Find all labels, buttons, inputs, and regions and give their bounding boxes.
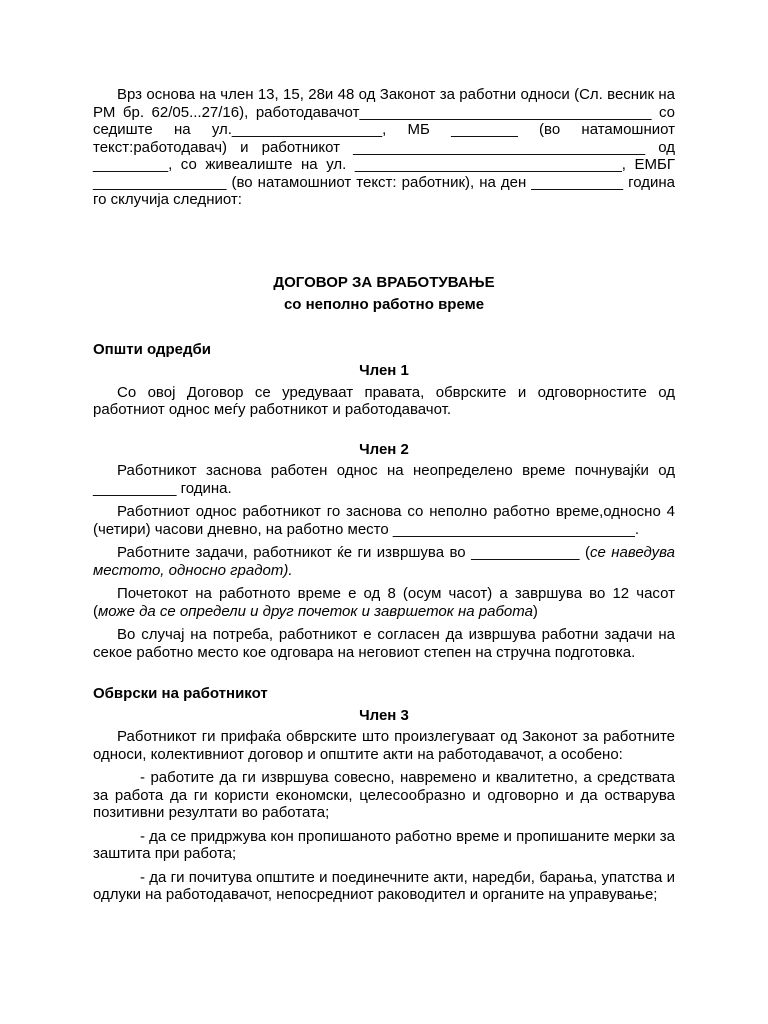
article-2-heading: Член 2 xyxy=(359,440,409,458)
preamble-paragraph-end: ________________ (во натамошниот текст: работник), на ден ___________ година го склучија следниот: xyxy=(93,173,675,208)
article-2-paragraph-4-start: Почетокот на работното време е од 8 (осум часот) а завршува во 12 часот ( xyxy=(93,585,675,620)
article-2-paragraph-1: Работникот заснова работен однос на неопределено време почнувајќи од __________ година. xyxy=(93,462,675,497)
document-subtitle: со неполно работно време xyxy=(283,295,485,313)
article-2-paragraph-3 xyxy=(93,544,675,579)
article-2-paragraph-3-italic: се наведува местото, односно градот xyxy=(93,544,675,579)
article-2-paragraph-3-start: Работните задачи, работникот ќе ги извршува во _____________ ( xyxy=(117,544,590,561)
article-2-paragraph-5: Во случај на потреба, работникот е согласен да извршува работни задачи на секое работно место кое одговара на неговиот степен на стручна подготовка. xyxy=(93,626,675,661)
article-2-paragraph-3-end: ). xyxy=(283,561,293,579)
section-heading-obligations: Обврски на работникот xyxy=(93,685,268,702)
article-2-paragraph-2: Работниот однос работникот го заснова со неполно работно време,односно 4 (четири) часови дневно, на работно место _____________________________. xyxy=(93,503,675,538)
article-2-paragraph-4-end: ) xyxy=(532,602,538,620)
article-2-paragraph-4 xyxy=(93,585,675,620)
article-3-item: - работите да ги извршува совесно, навремено и квалитетно, а средствата за работа да ги користи економски, целесообразно и одговорно и да остварува позитивни резултати во работата; xyxy=(93,769,675,821)
article-3-item: - да ги почитува општите и поединечните акти, наредби, барања, упатства и одлуки на работодавачот, непосредниот раководител и органите на управување; xyxy=(93,868,675,903)
article-2-paragraph-4-italic: може да се определи и друг почеток и завршеток на работа xyxy=(98,602,533,620)
article-3-heading: Член 3 xyxy=(359,706,409,724)
article-3-item: - да се придржува кон пропишаното работно време и пропишаните мерки за заштита при работа; xyxy=(93,827,675,862)
section-heading-general: Општи одредби xyxy=(93,340,211,358)
document-page xyxy=(93,86,675,904)
article-1-text: Со овој Договор се уредуваат правата, обврските и одговорностите од работниот однос меѓу работникот и работодавачот. xyxy=(93,383,675,418)
document-title: ДОГОВОР ЗА ВРАБОТУВАЊЕ xyxy=(273,273,495,291)
article-1-heading: Член 1 xyxy=(359,362,409,379)
article-3-intro: Работникот ги прифаќа обврските што произлегуваат од Законот за работните односи, колективниот договор и општите акти на работодавачот, а особено: xyxy=(93,728,675,763)
preamble-paragraph: Врз основа на член 13, 15, 28и 48 од Законот за работни односи (Сл. весник на РМ бр. 62/05...27/16), работодавачот___________________________________ со седиште на ул.__________________, МБ ________ (во натамошниот текст:работодавач) и работникот ___________________________________ од _________, со живеалиште на ул. ________________________________, ЕМБГ xyxy=(93,86,675,173)
